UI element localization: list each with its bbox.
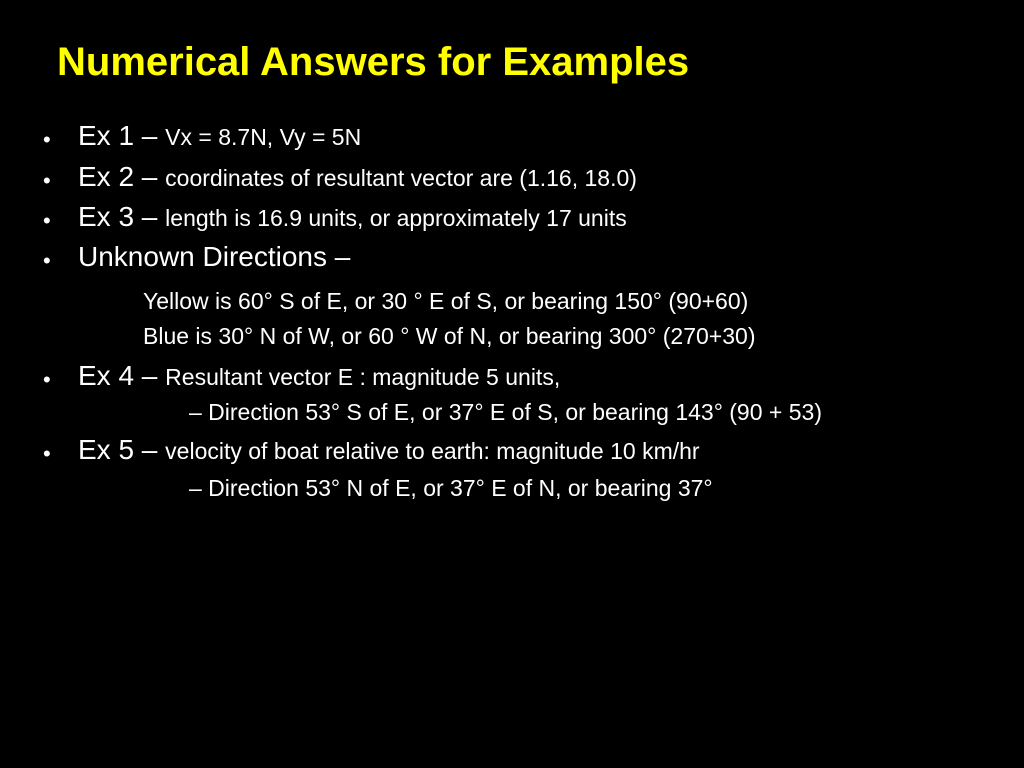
ex5-direction-subline: – Direction 53° N of E, or 37° E of N, or bearing 37° bbox=[189, 475, 713, 501]
yellow-direction-line: Yellow is 60° S of E, or 30 ° E of S, or bearing 150° (90+60) bbox=[143, 288, 749, 314]
bullet-text bbox=[78, 201, 627, 233]
bullet-text bbox=[78, 120, 361, 152]
bullet-lead: Ex 5 – bbox=[78, 434, 166, 465]
bullet-lead: Ex 3 – bbox=[78, 201, 166, 232]
bullet-marker: • bbox=[43, 168, 51, 193]
blue-direction-line: Blue is 30° N of W, or 60 ° W of N, or bearing 300° (270+30) bbox=[143, 323, 756, 349]
bullet-marker: • bbox=[43, 248, 51, 273]
bullet-marker: • bbox=[43, 367, 51, 392]
slide-title: Numerical Answers for Examples bbox=[57, 40, 690, 84]
bullet-marker: • bbox=[43, 127, 51, 152]
bullet-text bbox=[78, 161, 637, 193]
bullet-detail: length is 16.9 units, or approximately 17 units bbox=[165, 205, 627, 231]
bullet-detail: Vx = 8.7N, Vy = 5N bbox=[165, 124, 362, 150]
bullet-marker: • bbox=[43, 208, 51, 233]
bullet-detail: Resultant vector E : magnitude 5 units, bbox=[165, 364, 561, 390]
ex4-direction-subline: – Direction 53° S of E, or 37° E of S, or bearing 143° (90 + 53) bbox=[189, 399, 822, 425]
bullet-detail: velocity of boat relative to earth: magnitude 10 km/hr bbox=[165, 438, 700, 464]
bullet-lead: Unknown Directions – bbox=[78, 241, 351, 272]
bullet-lead: Ex 1 – bbox=[78, 120, 166, 151]
bullet-marker: • bbox=[43, 441, 51, 466]
bullet-lead: Ex 2 – bbox=[78, 161, 166, 192]
bullet-text bbox=[78, 360, 560, 392]
bullet-text bbox=[78, 434, 700, 466]
bullet-lead: Ex 4 – bbox=[78, 360, 166, 391]
bullet-detail: coordinates of resultant vector are (1.16, 18.0) bbox=[165, 165, 637, 191]
